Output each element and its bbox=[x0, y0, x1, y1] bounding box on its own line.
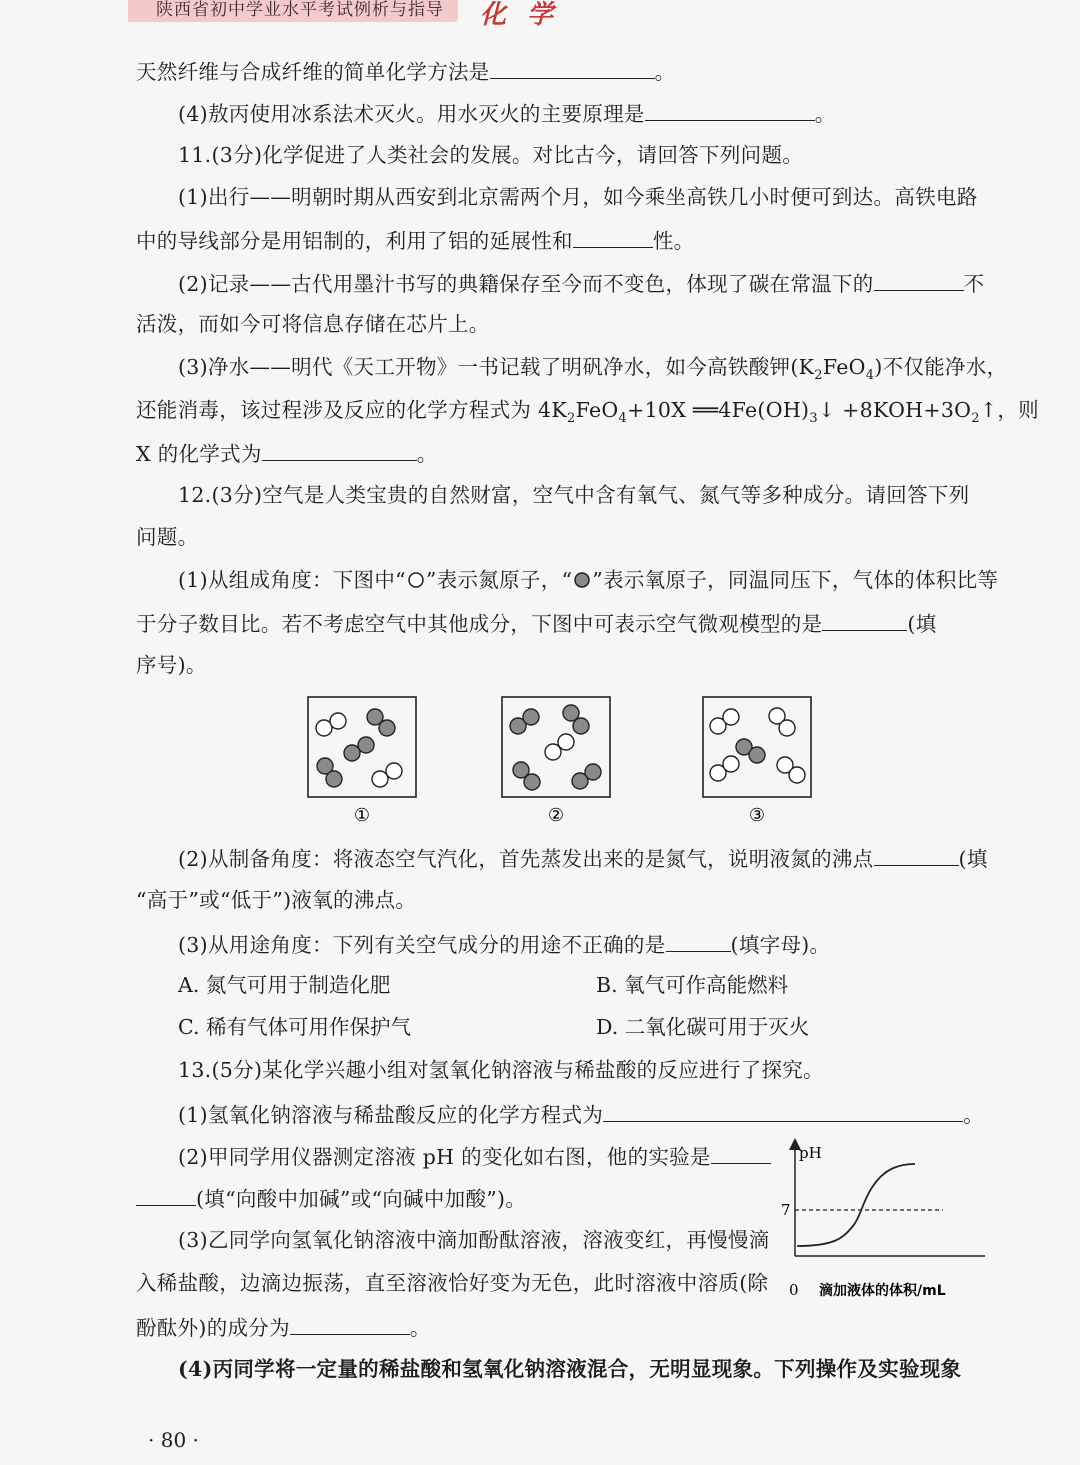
header-title: 陕西省初中学业水平考试例析与指导 bbox=[156, 0, 444, 20]
page-number: · 80 · bbox=[148, 1428, 199, 1452]
header-subject: 化 学 bbox=[480, 0, 560, 30]
text-line: 还能消毒，该过程涉及反应的化学方程式为 $4K_2FeO_4+10X$ $══4Fe(OH)_3↓$ $+8KOH+3O_2↑$，则 bbox=[136, 398, 1039, 427]
y-tick-7: 7 bbox=[781, 1201, 791, 1219]
answer-blank[interactable] bbox=[666, 929, 731, 952]
text-line: (3)从用途角度：下列有关空气成分的用途不正确的是 (填字母)。 bbox=[178, 929, 830, 959]
text-line: 酚酞外)的成分为 。 bbox=[136, 1312, 431, 1342]
text-line: 活泼，而如今可将信息存储在芯片上。 bbox=[136, 312, 490, 336]
option-a: A. 氮气可用于制造化肥 bbox=[178, 973, 391, 997]
model-box-1 bbox=[308, 697, 416, 797]
text-line: “高于”或“低于”)液氧的沸点。 bbox=[136, 888, 417, 912]
ph-curve bbox=[797, 1164, 915, 1246]
text-line: (2)记录——古代用墨汁书写的典籍保存至今而不变色，体现了碳在常温下的 不 bbox=[178, 268, 984, 298]
text-line: X 的化学式为 。 bbox=[136, 438, 438, 468]
option-d: D. 二氧化碳可用于灭火 bbox=[596, 1015, 810, 1039]
model-label-1: ① bbox=[353, 805, 371, 826]
text-line: 中的导线部分是用铝制的，利用了铝的延展性和 性。 bbox=[136, 225, 694, 255]
y-axis-label: pH bbox=[799, 1144, 822, 1162]
text-line: (4)丙同学将一定量的稀盐酸和氢氧化钠溶液混合，无明显现象。下列操作及实验现象 bbox=[178, 1357, 962, 1381]
ph-curve-chart bbox=[775, 1138, 990, 1303]
question-11-title: 11.(3分)化学促进了人类社会的发展。对比古今，请回答下列问题。 bbox=[178, 143, 804, 167]
text-line: 序号)。 bbox=[136, 653, 207, 677]
answer-blank[interactable] bbox=[711, 1141, 771, 1164]
answer-blank[interactable] bbox=[874, 843, 959, 866]
option-c: C. 稀有气体可用作保护气 bbox=[178, 1015, 411, 1039]
x-axis-label: 滴加液体的体积/mL bbox=[819, 1283, 946, 1299]
answer-blank[interactable] bbox=[573, 225, 653, 248]
molecule-model-diagram bbox=[300, 693, 820, 828]
question-13-title: 13.(5分)某化学兴趣小组对氢氧化钠溶液与稀盐酸的反应进行了探究。 bbox=[178, 1058, 824, 1082]
origin-label: 0 bbox=[789, 1281, 799, 1299]
answer-blank[interactable] bbox=[290, 1312, 410, 1335]
header-banner bbox=[128, 0, 458, 22]
model-label-3: ③ bbox=[748, 805, 766, 826]
answer-blank[interactable] bbox=[490, 56, 655, 79]
text-line: (1)氢氧化钠溶液与稀盐酸反应的化学方程式为 。 bbox=[178, 1099, 984, 1129]
white-atom-icon bbox=[406, 570, 426, 590]
answer-blank[interactable] bbox=[603, 1099, 963, 1122]
answer-blank[interactable] bbox=[822, 608, 907, 631]
answer-blank[interactable] bbox=[874, 268, 964, 291]
text-line: (填“向酸中加碱”或“向碱中加酸”)。 bbox=[136, 1183, 526, 1213]
answer-blank[interactable] bbox=[645, 98, 815, 121]
text-line: (2)甲同学用仪器测定溶液 pH 的变化如右图，他的实验是 bbox=[178, 1141, 771, 1171]
text-line: (1)从组成角度：下图中“ ”表示氮原子，“ ”表示氧原子，同温同压下，气体的体积比等 bbox=[178, 568, 999, 592]
text-line: 于分子数目比。若不考虑空气中其他成分，下图中可表示空气微观模型的是 (填 bbox=[136, 608, 937, 638]
text-line: (3)乙同学向氢氧化钠溶液中滴加酚酞溶液，溶液变红，再慢慢滴 bbox=[178, 1228, 770, 1252]
text-line: (1)出行——明朝时期从西安到北京需两个月，如今乘坐高铁几小时便可到达。高铁电路 bbox=[178, 185, 978, 209]
text-line: (2)从制备角度：将液态空气汽化，首先蒸发出来的是氮气，说明液氮的沸点 (填 bbox=[178, 843, 988, 873]
answer-blank[interactable] bbox=[136, 1183, 196, 1206]
text-line: 入稀盐酸，边滴边振荡，直至溶液恰好变为无色，此时溶液中溶质(除 bbox=[136, 1271, 769, 1295]
gray-atom-icon bbox=[572, 570, 592, 590]
text-line: 天然纤维与合成纤维的简单化学方法是 。 bbox=[136, 56, 675, 86]
text-line: (3)净水——明代《天工开物》一书记载了明矾净水，如今高铁酸钾$(K_2FeO_4)$不仅能净水， bbox=[178, 355, 1008, 384]
model-label-2: ② bbox=[547, 805, 565, 826]
model-box-3 bbox=[703, 697, 811, 797]
text-line: (4)敖丙使用冰系法术灭火。用水灭火的主要原理是 。 bbox=[178, 98, 836, 128]
model-box-2 bbox=[502, 697, 610, 797]
text-line: 问题。 bbox=[136, 525, 199, 549]
answer-blank[interactable] bbox=[262, 438, 417, 461]
question-12-title: 12.(3分)空气是人类宝贵的自然财富，空气中含有氧气、氮气等多种成分。请回答下列 bbox=[178, 483, 970, 507]
option-b: B. 氧气可作高能燃料 bbox=[596, 973, 789, 997]
